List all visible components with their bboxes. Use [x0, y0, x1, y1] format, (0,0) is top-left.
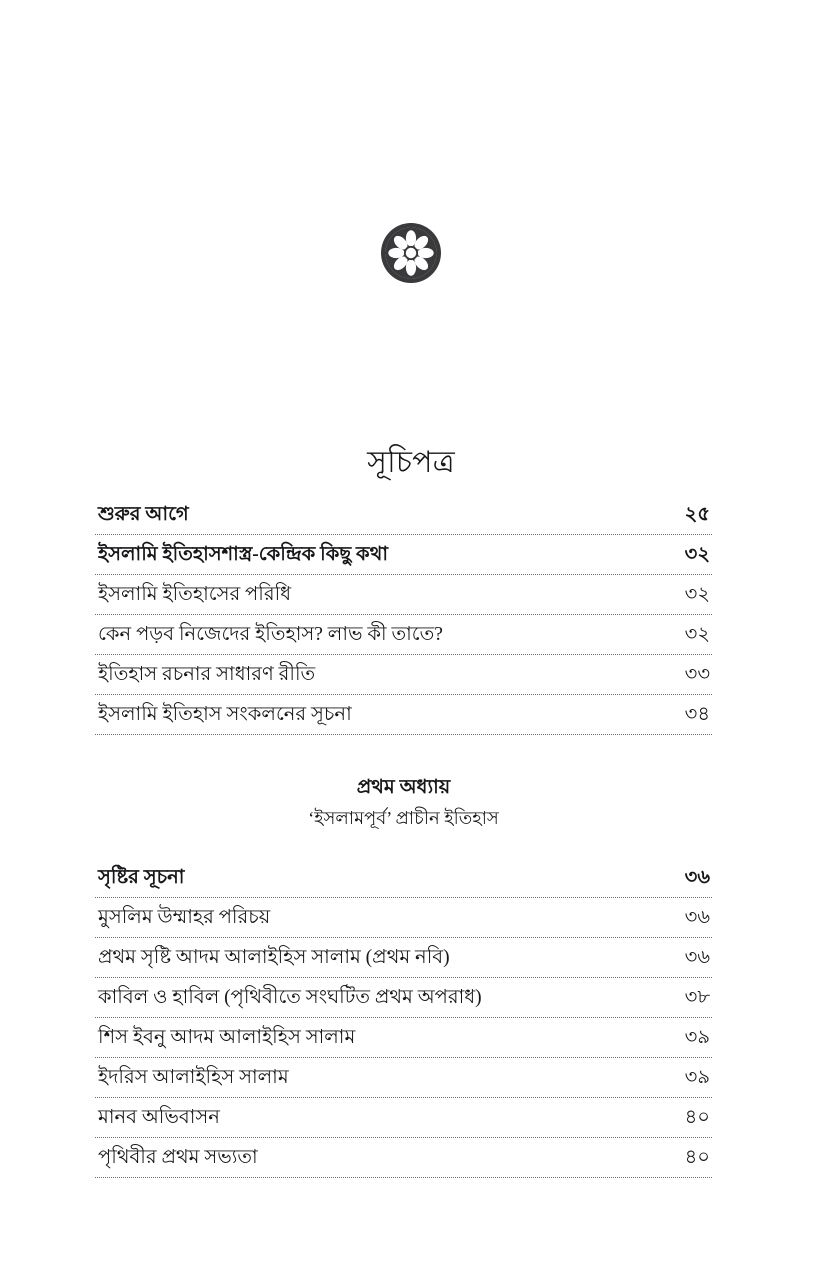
- toc-entry-label: ইসলামি ইতিহাসের পরিধি: [98, 584, 292, 605]
- toc-entry-page: ৪০: [684, 1147, 710, 1168]
- toc-entry-label: মুসলিম উম্মাহর পরিচয়: [98, 907, 271, 928]
- toc-list: [95, 500, 712, 1178]
- toc-entry[interactable]: [95, 575, 712, 615]
- toc-entry-label: শিস ইবনু আদম আলাইহিস সালাম: [98, 1027, 356, 1048]
- toc-entry-page: ৩৬: [684, 947, 710, 968]
- toc-entry[interactable]: [95, 655, 712, 695]
- toc-entry[interactable]: [95, 898, 712, 938]
- toc-entry-label: ইদরিস আলাইহিস সালাম: [98, 1067, 289, 1088]
- toc-entry-page: ২৫: [684, 504, 710, 525]
- toc-entry-label: মানব অভিবাসন: [98, 1107, 220, 1128]
- toc-entry-label: ইতিহাস রচনার সাধারণ রীতি: [98, 664, 316, 685]
- toc-entry-page: ৩৬: [684, 867, 710, 888]
- toc-entry[interactable]: [95, 500, 712, 535]
- toc-entry-page: ৪০: [684, 1107, 710, 1128]
- toc-entry[interactable]: [95, 615, 712, 655]
- toc-entry-page: ৩৯: [684, 1027, 710, 1048]
- toc-entry[interactable]: [95, 863, 712, 898]
- toc-entry-page: ৩৮: [684, 987, 710, 1008]
- toc-entry-label: কেন পড়ব নিজেদের ইতিহাস? লাভ কী তাতে?: [98, 624, 443, 645]
- toc-section-chapter-one: [95, 863, 712, 1178]
- toc-entry[interactable]: [95, 695, 712, 735]
- toc-entry[interactable]: [95, 1098, 712, 1138]
- toc-entry[interactable]: [95, 938, 712, 978]
- toc-entry[interactable]: [95, 1018, 712, 1058]
- toc-entry-label: সৃষ্টির সূচনা: [98, 867, 185, 888]
- toc-entry-page: ৩২: [684, 544, 710, 565]
- toc-entry-page: ৩২: [684, 584, 710, 605]
- toc-entry-label: কাবিল ও হাবিল (পৃথিবীতে সংঘটিত প্রথম অপরাধ): [98, 987, 482, 1008]
- page-title: সূচিপত্র: [367, 446, 455, 480]
- toc-entry-label: শুরুর আগে: [98, 504, 189, 525]
- toc-section-front-matter: [95, 500, 712, 735]
- chapter-subtitle: ‘ইসলামপূর্ব’ প্রাচীন ইতিহাস: [308, 808, 499, 828]
- toc-entry[interactable]: [95, 1138, 712, 1178]
- toc-entry-label: প্রথম সৃষ্টি আদম আলাইহিস সালাম (প্রথম নবি): [98, 947, 450, 968]
- toc-entry[interactable]: [95, 978, 712, 1018]
- toc-entry-label: পৃথিবীর প্রথম সভ্যতা: [98, 1147, 258, 1168]
- toc-entry[interactable]: [95, 535, 712, 575]
- toc-entry-label: ইসলামি ইতিহাসশাস্ত্র-কেন্দ্রিক কিছু কথা: [98, 544, 388, 565]
- toc-entry-page: ৩৯: [684, 1067, 710, 1088]
- toc-entry-page: ৩৬: [684, 907, 710, 928]
- ornament-container: [0, 218, 822, 288]
- flower-wheel-ornament: [380, 222, 442, 284]
- toc-entry[interactable]: [95, 1058, 712, 1098]
- toc-entry-page: ৩৩: [684, 664, 710, 685]
- chapter-title: প্রথম অধ্যায়: [356, 777, 451, 798]
- toc-entry-page: ৩৪: [684, 704, 710, 725]
- chapter-heading-block: [95, 735, 712, 863]
- toc-entry-page: ৩২: [684, 624, 710, 645]
- toc-entry-label: ইসলামি ইতিহাস সংকলনের সূচনা: [98, 704, 352, 725]
